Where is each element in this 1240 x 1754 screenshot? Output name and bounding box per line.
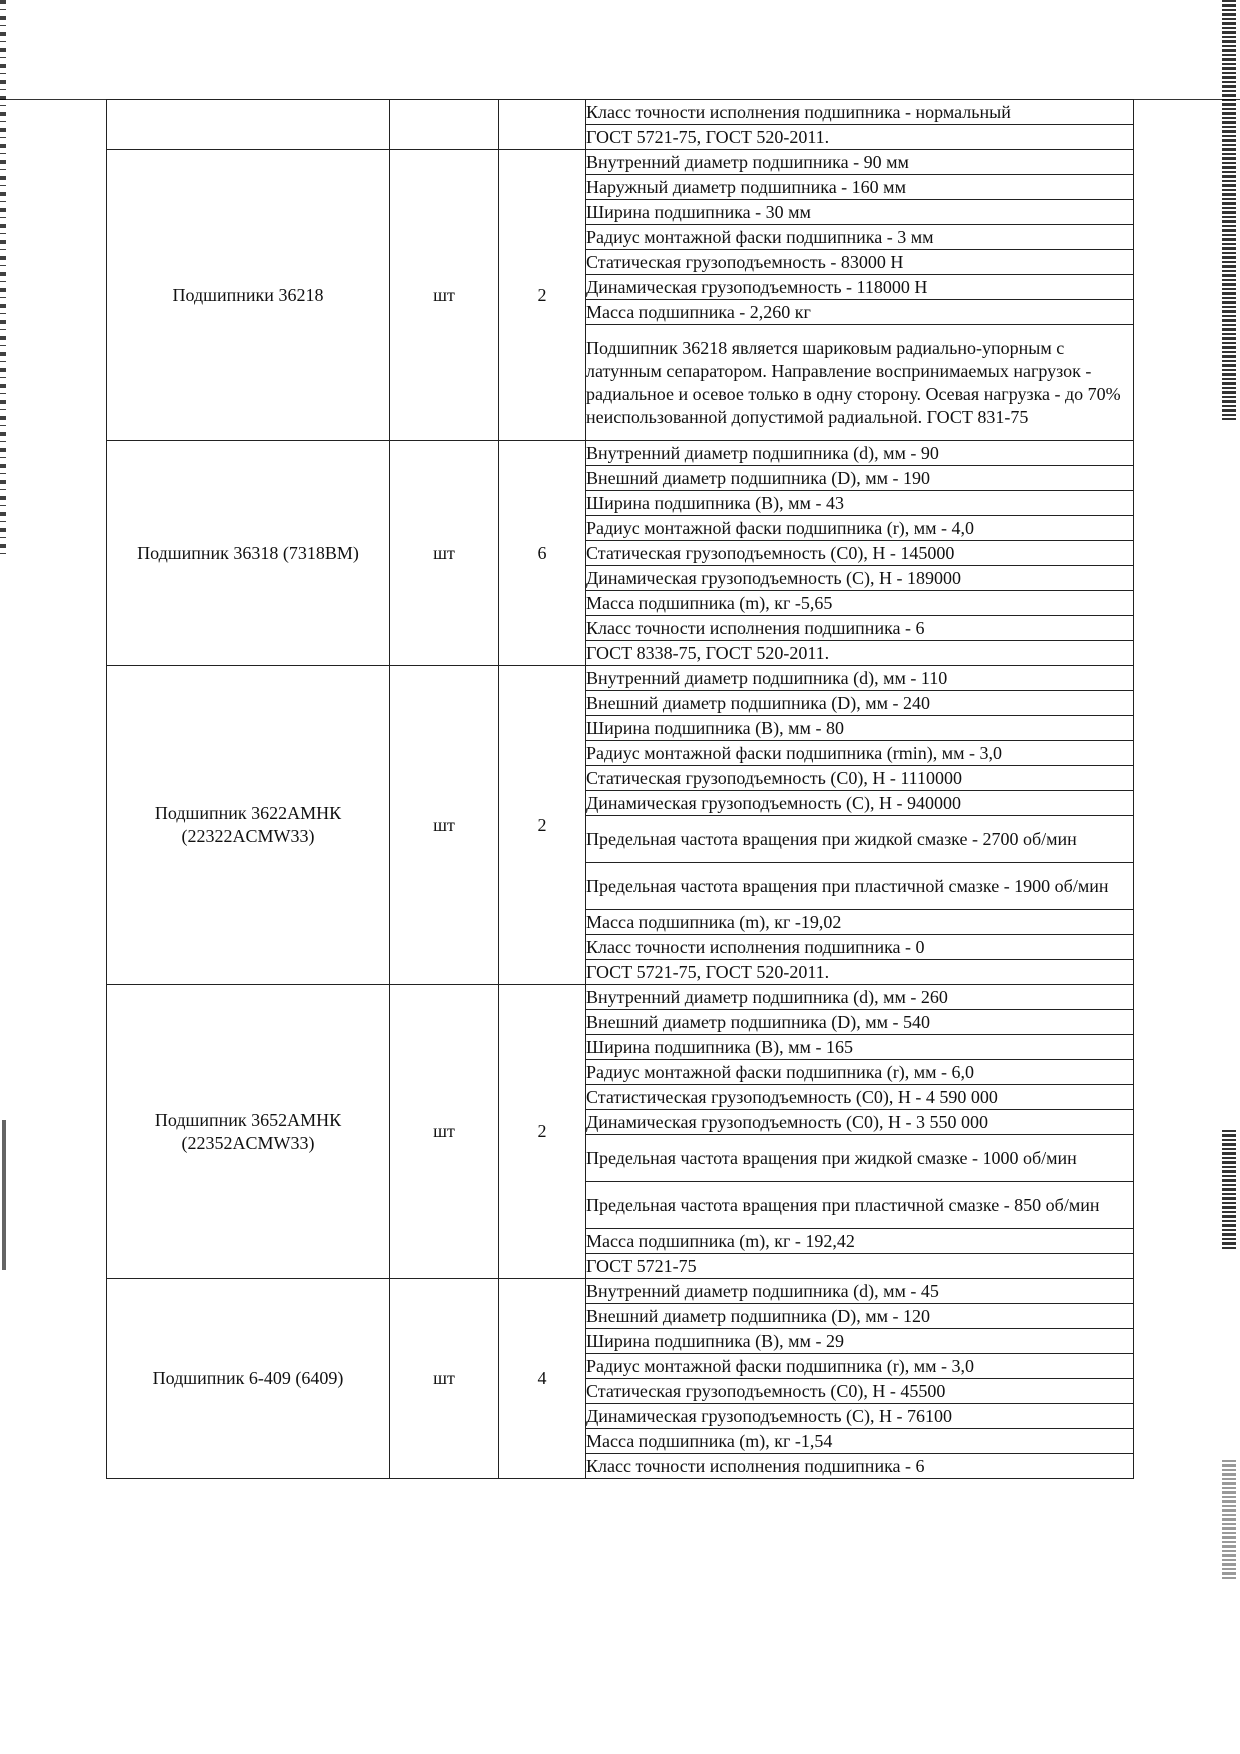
table-row — [107, 150, 1134, 175]
parameter-cell: Масса подшипника (m), кг - 192,42 — [586, 1229, 1134, 1254]
parameter-cell: Внутренний диаметр подшипника (d), мм - 90 — [586, 441, 1134, 466]
parameter-cell: Предельная частота вращения при пластичной смазке - 1900 об/мин — [586, 863, 1134, 910]
parameter-cell: Внутренний диаметр подшипника - 90 мм — [586, 150, 1134, 175]
parameter-cell: Внутренний диаметр подшипника (d), мм - 45 — [586, 1279, 1134, 1304]
table-row — [107, 985, 1134, 1010]
quantity-cell: 6 — [499, 441, 586, 666]
bearing-name-cell: Подшипник 3652АМНК (22352ACMW33) — [107, 985, 390, 1279]
quantity-cell: 2 — [499, 666, 586, 985]
quantity-cell: 2 — [499, 150, 586, 441]
parameter-cell: Ширина подшипника (В), мм - 80 — [586, 716, 1134, 741]
parameter-cell: Масса подшипника (m), кг -5,65 — [586, 591, 1134, 616]
parameter-cell: Предельная частота вращения при жидкой смазке - 1000 об/мин — [586, 1135, 1134, 1182]
parameter-cell: Статическая грузоподъемность - 83000 Н — [586, 250, 1134, 275]
bearing-name-cell: Подшипник 36318 (7318ВМ) — [107, 441, 390, 666]
table-row — [107, 441, 1134, 466]
parameter-cell: Внешний диаметр подшипника (D), мм - 240 — [586, 691, 1134, 716]
bearing-name-cell: Подшипники 36218 — [107, 150, 390, 441]
quantity-cell — [499, 100, 586, 150]
parameter-cell: Ширина подшипника (В), мм - 29 — [586, 1329, 1134, 1354]
parameter-cell: Класс точности исполнения подшипника - 0 — [586, 935, 1134, 960]
parameter-cell: Статическая грузоподъемность (С0), Н - 145000 — [586, 541, 1134, 566]
parameter-cell: Масса подшипника - 2,260 кг — [586, 300, 1134, 325]
table-row — [107, 1279, 1134, 1304]
parameter-cell: Статическая грузоподъемность (С0), Н - 1110000 — [586, 766, 1134, 791]
parameter-cell: Класс точности исполнения подшипника - 6 — [586, 1454, 1134, 1479]
parameter-cell: Внутренний диаметр подшипника (d), мм - 110 — [586, 666, 1134, 691]
parameter-cell: Ширина подшипника (В), мм - 165 — [586, 1035, 1134, 1060]
table-row — [107, 666, 1134, 691]
parameter-cell: Масса подшипника (m), кг -19,02 — [586, 910, 1134, 935]
unit-cell: шт — [390, 666, 499, 985]
unit-cell: шт — [390, 150, 499, 441]
table-row — [107, 100, 1134, 125]
scan-edge-barcode-right-bottom — [1222, 1460, 1236, 1580]
parameter-cell: ГОСТ 5721-75, ГОСТ 520-2011. — [586, 125, 1134, 150]
unit-cell: шт — [390, 985, 499, 1279]
parameter-cell: Статистическая грузоподъемность (С0), Н - 4 590 000 — [586, 1085, 1134, 1110]
parameter-cell: Динамическая грузоподъемность (С), Н - 76100 — [586, 1404, 1134, 1429]
specification-table-body — [107, 100, 1134, 1479]
parameter-cell: ГОСТ 8338-75, ГОСТ 520-2011. — [586, 641, 1134, 666]
parameter-cell: Предельная частота вращения при жидкой смазке - 2700 об/мин — [586, 816, 1134, 863]
unit-cell: шт — [390, 441, 499, 666]
parameter-cell: Динамическая грузоподъемность (С0), Н - 3 550 000 — [586, 1110, 1134, 1135]
parameter-cell: Радиус монтажной фаски подшипника (r), мм - 3,0 — [586, 1354, 1134, 1379]
parameter-cell: Радиус монтажной фаски подшипника (rmin), мм - 3,0 — [586, 741, 1134, 766]
parameter-cell: Внутренний диаметр подшипника (d), мм - 260 — [586, 985, 1134, 1010]
bearing-name-cell: Подшипник 6-409 (6409) — [107, 1279, 390, 1479]
quantity-cell: 4 — [499, 1279, 586, 1479]
parameter-cell: Внешний диаметр подшипника (D), мм - 120 — [586, 1304, 1134, 1329]
parameter-cell: Внешний диаметр подшипника (D), мм - 190 — [586, 466, 1134, 491]
scan-edge-marks-left-lower — [2, 1120, 6, 1270]
parameter-cell: Ширина подшипника - 30 мм — [586, 200, 1134, 225]
unit-cell: шт — [390, 1279, 499, 1479]
parameter-cell: ГОСТ 5721-75, ГОСТ 520-2011. — [586, 960, 1134, 985]
parameter-cell: Радиус монтажной фаски подшипника (r), мм - 4,0 — [586, 516, 1134, 541]
parameter-cell: Предельная частота вращения при пластичной смазке - 850 об/мин — [586, 1182, 1134, 1229]
parameter-cell: Динамическая грузоподъемность (С), Н - 189000 — [586, 566, 1134, 591]
parameter-cell: Радиус монтажной фаски подшипника - 3 мм — [586, 225, 1134, 250]
scan-edge-barcode-right-middle — [1222, 1130, 1236, 1250]
parameter-cell: Ширина подшипника (В), мм - 43 — [586, 491, 1134, 516]
parameter-cell: Статическая грузоподъемность (С0), Н - 45500 — [586, 1379, 1134, 1404]
scan-edge-barcode-right-top — [1222, 0, 1236, 420]
parameter-cell: Внешний диаметр подшипника (D), мм - 540 — [586, 1010, 1134, 1035]
parameter-cell: Масса подшипника (m), кг -1,54 — [586, 1429, 1134, 1454]
parameter-cell: ГОСТ 5721-75 — [586, 1254, 1134, 1279]
parameter-cell: Класс точности исполнения подшипника - 6 — [586, 616, 1134, 641]
bearing-name-cell — [107, 100, 390, 150]
quantity-cell: 2 — [499, 985, 586, 1279]
bearing-name-cell: Подшипник 3622АМНК (22322ACMW33) — [107, 666, 390, 985]
parameter-cell: Подшипник 36218 является шариковым радиально-упорным с латунным сепаратором. Направление воспринимаемых нагрузок - радиальное и осевое только в одну сторону. Осевая нагрузка - до 70% неиспользованной допустимой радиальной. ГОСТ 831-75 — [586, 325, 1134, 441]
parameter-cell: Наружный диаметр подшипника - 160 мм — [586, 175, 1134, 200]
parameter-cell: Класс точности исполнения подшипника - нормальный — [586, 100, 1134, 125]
parameter-cell: Динамическая грузоподъемность (С), Н - 940000 — [586, 791, 1134, 816]
bearing-specification-table — [106, 99, 1134, 1479]
parameter-cell: Радиус монтажной фаски подшипника (r), мм - 6,0 — [586, 1060, 1134, 1085]
scan-edge-marks-left — [0, 0, 6, 560]
unit-cell — [390, 100, 499, 150]
parameter-cell: Динамическая грузоподъемность - 118000 Н — [586, 275, 1134, 300]
